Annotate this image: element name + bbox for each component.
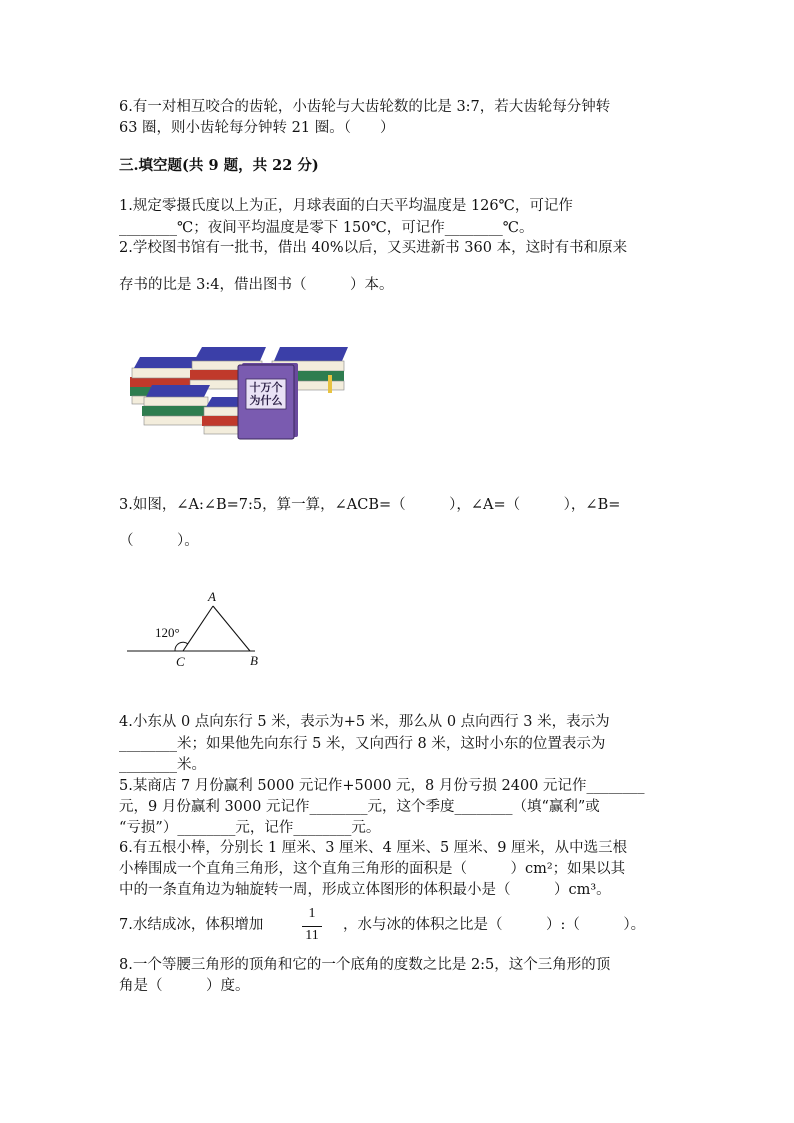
featured-book [238,363,298,439]
fill-3-line-2: （ ）。 [119,533,199,549]
angle-label: 120° [155,625,180,640]
fill-6-line-2: 小棒围成一个直角三角形，这个直角三角形的面积是（ ）cm²；如果以其 [119,861,626,877]
fill-3-line-1: 3.如图，∠A:∠B=7:5，算一算，∠ACB=（ ），∠A=（ ），∠B= [119,497,621,513]
fraction-numerator: 1 [308,906,316,921]
books-illustration [128,337,358,441]
fill-2-line-1: 2.学校图书馆有一批书，借出 40%以后，又买进新书 360 本，这时有书和原来 [119,240,628,256]
fill-7-text-before: 7.水结成冰，体积增加 [119,917,264,933]
fill-6-line-1: 6.有五根小棒，分别长 1 厘米、3 厘米、4 厘米、5 厘米、9 厘米，从中选三根 [119,840,628,856]
book-cover-title-line-2: 为什么 [249,394,283,407]
side-ca [183,606,213,651]
fraction-bar [302,926,322,927]
section-3-heading: 三.填空题(共 9 题，共 22 分) [119,157,319,174]
fill-8-line-2: 角是（ ）度。 [119,978,250,994]
side-ab [213,606,250,651]
fraction-denominator: 11 [305,928,319,943]
fill-7-text-after: ，水与冰的体积之比是（ ）:（ ）。 [343,917,646,933]
q6-text-line-2: 63 圈，则小齿轮每分钟转 21 圈。（ ） [119,120,395,136]
fill-5-line-1: 5.某商店 7 月份赢利 5000 元记作+5000 元，8 月份亏损 2400 元记作________ [119,778,645,794]
q6-text-line-1: 6.有一对相互咬合的齿轮，小齿轮与大齿轮数的比是 3:7，若大齿轮每分钟转 [119,99,611,115]
fill-4-line-3: ________米。 [119,757,206,773]
fill-2-line-2: 存书的比是 3:4，借出图书（ ）本。 [119,277,394,293]
fill-4-line-1: 4.小东从 0 点向东行 5 米，表示为+5 米，那么从 0 点向西行 3 米，表示为 [119,714,610,730]
triangle-diagram [125,586,270,670]
fill-5-line-2: 元，9 月份赢利 3000 元记作________元，这个季度________（填“赢利”或 [119,799,600,815]
book-cover-title-line-1: 十万个 [249,381,283,394]
books-figure [128,337,358,441]
fill-8-line-1: 8.一个等腰三角形的顶角和它的一个底角的度数之比是 2:5，这个三角形的顶 [119,957,611,973]
vertex-a-label: A [208,589,216,604]
vertex-b-label: B [250,653,258,668]
triangle-figure [125,586,270,670]
fill-1-line-1: 1.规定零摄氏度以上为正，月球表面的白天平均温度是 126℃，可记作 [119,198,573,214]
fill-6-line-3: 中的一条直角边为轴旋转一周，形成立体图形的体积最小是（ ）cm³。 [119,882,611,898]
fill-4-line-2: ________米；如果他先向东行 5 米，又向西行 8 米，这时小东的位置表示为 [119,736,606,752]
book-stack-front [142,385,252,434]
fill-5-line-3: “亏损”）________元，记作________元。 [119,820,381,836]
fill-1-line-2: ________℃；夜间平均温度是零下 150℃，可记作________℃。 [119,220,534,236]
vertex-c-label: C [176,654,185,669]
